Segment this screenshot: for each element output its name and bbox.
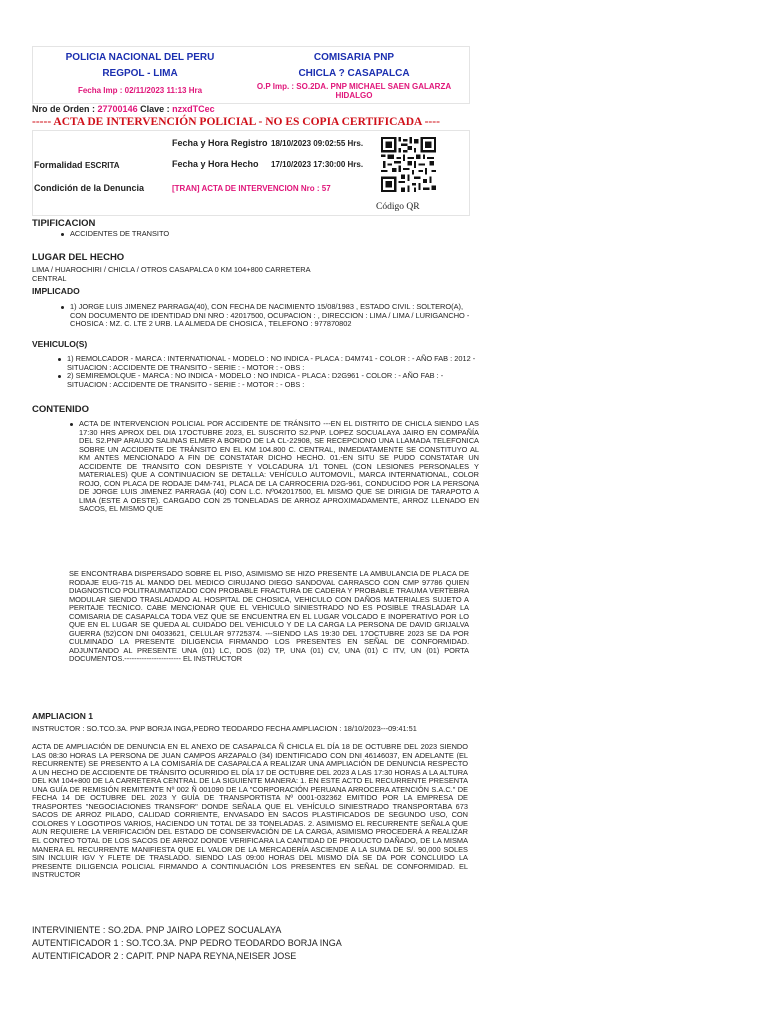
order-key: nzxdTCec (172, 104, 215, 114)
station-label: COMISARIA PNP (313, 52, 395, 63)
contenido-title: CONTENIDO (32, 404, 89, 415)
order-number: 27700146 (97, 104, 138, 114)
lugar-title: LUGAR DEL HECHO (32, 252, 125, 263)
fecha-hecho-value: 17/10/2023 17:30:00 Hrs. (271, 160, 364, 169)
station-name: CHICLA ? CASAPALCA (298, 68, 410, 79)
ampliacion-title: AMPLIACION 1 (32, 711, 93, 721)
formalidad-label: Formalidad (34, 160, 83, 170)
condicion-label: Condición de la Denuncia (34, 183, 145, 193)
lugar-line-2: CENTRAL (32, 274, 67, 283)
formalidad-value: ESCRITA (85, 161, 120, 170)
institution-name: POLICIA NACIONAL DEL PERU (65, 52, 215, 63)
list-item: 1) JORGE LUIS JIMENEZ PARRAGA(40), CON FECHA DE NACIMIENTO 15/08/1983 , ESTADO CIVIL : SOLTERO(A), CON DOCUMENTO DE IDENTIDAD DNI NRO : 42017500, OCUPACION : , DIRECCION : LIMA / LIMA / LURIGANCHO - CHOSICA : MZ. C. LTE 2 URB. LA ALMEDA DE CHOSICA , TELEFONO : 977870802 (70, 303, 476, 329)
list-item: 1) REMOLCADOR - MARCA : INTERNATIONAL - MODELO : NO INDICA - PLACA : D4M741 - COLOR : - AÑO FAB : 2012 - SITUACION : ACCIDENTE DE TRANSITO - SERIE : - MOTOR : - OBS : (67, 354, 476, 372)
op-line-2: HIDALGO (335, 91, 373, 100)
key-label: Clave : (140, 104, 170, 114)
contenido-part-1: ACTA DE INTERVENCION POLICIAL POR ACCIDENTE DE TRÁNSITO ---EN EL DISTRITO DE CHICLA SIENDO LAS 17:30 HRS APROX DEL DIA 17OCTUBRE 2023, EL SUSCRITO S2.PNP. LOPEZ SOCUALAYA JAIRO EN COMPAÑÍA DEL S2.PNP ARAUJO SALINAS ELMER A BORDO DE LA CL-22908, SE RECEPCIONO UNA LLAMADA TELEFONICA SOBRE UN ACCIDENTE DE TRÁNSITO EN EL KM 104.800 C. CENTRAL, INMEDIATAMENTE SE CONSTITUYO AL KM ANTES MENCIONADO A FIN DE CONSTATAR DICHO HECHO. 01.-EN SITU SE PUDO CONSTATAR UN ACCIDENTE DE TRANSITO CON DESPISTE Y VOLCADURA 1/1 TONEL (CON LESIONES PERSONALES Y MATERIALES) QUE A CONTINUACION SE DETALLA: VEHÍCULO AUTOMOVIL, MARCA INTERNATIONAL, COLOR ROJO, CON PLACA DE RODAJE D4M-741, PLACA DE LA CARROCERIA D2G-961, CONDUCIDO POR LA PERSONA DE JORGE LUIS JIMENEZ PARRAGA (40) CON L.C. Nº042017500, EL MISMO QUE SE DIRIGIA DE TARAPOTO A LIMA (ESTE A OESTE). CARGADO CON 25 TONELADAS DE ARROZ APROXIMADAMENTE, ARROZ LLENADO EN SACOS, EL MISMO QUE (79, 419, 479, 514)
interviniente: INTERVINIENTE : SO.2DA. PNP JAIRO LOPEZ SOCUALAYA (32, 925, 282, 935)
lugar-line-1: LIMA / HUAROCHIRI / CHICLA / OTROS CASAPALCA 0 KM 104+800 CARRETERA (32, 265, 311, 274)
ampliacion-instructor: INSTRUCTOR : SO.TCO.3A. PNP BORJA INGA,PEDRO TEODARDO FECHA AMPLIACION : 18/10/2023---09:41:51 (32, 724, 417, 733)
vehiculos-title: VEHICULO(S) (32, 339, 88, 349)
print-date: Fecha Imp : 02/11/2023 11:13 Hra (77, 86, 203, 95)
fecha-registro-label: Fecha y Hora Registro (172, 138, 268, 148)
implicado-title: IMPLICADO (32, 286, 80, 296)
list-item: ACCIDENTES DE TRANSITO (70, 230, 270, 239)
autenticador-1: AUTENTIFICADOR 1 : SO.TCO.3A. PNP PEDRO TEODARDO BORJA INGA (32, 938, 342, 948)
contenido-list (69, 420, 479, 514)
implicado-list (60, 303, 476, 329)
op-line-1: O.P Imp. : SO.2DA. PNP MICHAEL SAEN GALARZA (256, 82, 452, 91)
fecha-registro-value: 18/10/2023 09:02:55 Hrs. (271, 139, 364, 148)
ampliacion-body: ACTA DE AMPLIACIÓN DE DENUNCIA EN EL ANEXO DE CASAPALCA Ñ CHICLA EL DÍA 18 DE OCTUBRE DEL 2023 SIENDO LAS 08:30 HORAS LA PERSONA DE JUAN CAMPOS ARZAPALO (34) IDENTIFICADO CON DNI 46146037, EN ADELANTE (EL RECURRENTE) SE PRESENTO A LA COMISARÍA DE CASAPALCA A REALIZAR UNA AMPLIACIÓN DE DENUNCIA RESPECTO A UN HECHO DE ACCIDENTE DE TRÁNSITO OCURRIDO EL DÍA 17 DE OCTUBRE DEL 2023 A LAS 17:30 HORAS A LA ALTURA DEL KM 104+800 DE LA CARRETERA CENTRAL DE LA SIGUIENTE MANERA: 1. EN ESTE ACTO EL RECURRENTE PRESENTA UNA GUÍA DE REMISIÓN REMITENTE Nº 002 Ñ 001090 DE LA "CORPORACIÓN PERUANA ARROCERA ATENCIÓN S.A.C." DE FECHA 14 DE OCTUBRE DEL 2023 Y GUÍA DE TRANSPORTISTA Nº 0001-032362 EMITIDO POR LA EMPRESA DE TRASPORTES "NEGOCIACIONES TRANSFOR" DONDE SEÑALA QUE EL VEHÍCULO SINIESTRADO TRANSPORTABA 673 SACOS DE ARROZ PILADO, CALIDAD CORRIENTE, ENVASADO EN SACOS PLASTIFICADOS DE SEGUNDO USO, CON COLORES Y LOGOTIPOS VARIOS, HACIENDO UN TOTAL DE 33 TONELADAS. 2. ASIMISMO EL RECURRENTE SEÑALA QUE AUN REQUIERE LA VERIFICACIÓN DEL ESTADO DE CONSERVACIÓN DE LA CARGA, ASIMISMO PROCEDERÁ A REALIZAR EL CONTEO TOTAL DE LOS SACOS DE ARROZ DONDE VERIFICARA LA CANTIDAD DE PRODUCTO DAÑADO, DE LA MISMA MANERA EL RECURRENTE MANIFIESTA QUE EL VALOR DE LA MERCADERÍA ASCIENDE A LA SUMA DE S/. 90,000 SOLES SIN INCLUIR IGV Y FLETE DE TRASLADO. SIENDO LAS 09:00 HORAS DEL MISMO DÍA SE DA POR CONCLUIDO LA PRESENTE DILIGENCIA POLICIAL FIRMANDO A CONTINUACIÓN LOS PRESENTES EN SEÑAL DE CONFORMIDAD. EL INSTRUCTOR (32, 742, 468, 880)
vehiculos-list (57, 355, 477, 389)
order-line (32, 104, 215, 114)
fecha-hecho-label: Fecha y Hora Hecho (172, 159, 259, 169)
tipificacion-list (60, 230, 270, 239)
order-label: Nro de Orden : (32, 104, 96, 114)
contenido-part-2: SE ENCONTRABA DISPERSADO SOBRE EL PISO, ASIMISMO SE HIZO PRESENTE LA AMBULANCIA DE PLACA DE RODAJE EUG-715 AL MANDO DEL MEDICO CIRUJANO DIEGO SANDOVAL CARRASCO CON CMP 97786 QUIEN DIAGNOSTICO POLITRAUMATIZADO CON PROBABLE FRACTURA DE CADERA Y PROBABLE TRAUMA VERTEBRA MODULAR SIENDO TRASLADADO AL HOSPITAL DE CHOSICA, VEHICULO CON DAÑOS MATERIALES SUJETO A PERITAJE TECNICO. CABE MENCIONAR QUE EL VEHICULO SINIESTRADO NO ES POSIBLE TRASLADAR LA COMISARIA DE CASAPALCA TODA VEZ QUE SE ENCUENTRA EN EL LUGAR VOLCADO E INOPERATIVO POR LO QUE EN EL LUGAR SE QUEDA AL CUIDADO DEL VEHICULO Y DE LA CARGA LA PERSONA DE DAVID GRIJALVA GUERRA (52)CON DNI 04033621, CELULAR 97725374. ---SIENDO LAS 19:30 DEL 17OCTUBRE 2023 SE DA POR CULMINADO LA PRESENTE DILIGENCIA FIRMANDO LOS PRESENTES EN SEÑAL DE CONFORMIDAD. ADJUNTANDO AL PRESENTE UNA (01) LC, DOS (02) TP, UNA (01) CV, UNA (01) C ITV, UN (01) PORTA DOCUMENTOS.----------------------- EL INSTRUCTOR (69, 569, 469, 664)
tipificacion-title: TIPIFICACION (32, 218, 96, 229)
qr-caption: Código QR (376, 202, 420, 212)
condicion-value: [TRAN] ACTA DE INTERVENCION Nro : 57 (172, 184, 331, 193)
region-name: REGPOL - LIMA (102, 68, 178, 79)
qr-code-icon (381, 137, 436, 192)
list-item: 2) SEMIREMOLQUE - MARCA : NO INDICA - MODELO : NO INDICA - PLACA : D2G961 - COLOR : - AÑO FAB : - SITUACION : ACCIDENTE DE TRANSITO - SERIE : - MOTOR : - OBS : (67, 372, 477, 389)
autenticador-2: AUTENTIFICADOR 2 : CAPIT. PNP NAPA REYNA,NEISER JOSE (32, 951, 297, 961)
acta-banner: ----- ACTA DE INTERVENCIÓN POLICIAL - NO ES COPIA CERTIFICADA ---- (32, 116, 440, 128)
